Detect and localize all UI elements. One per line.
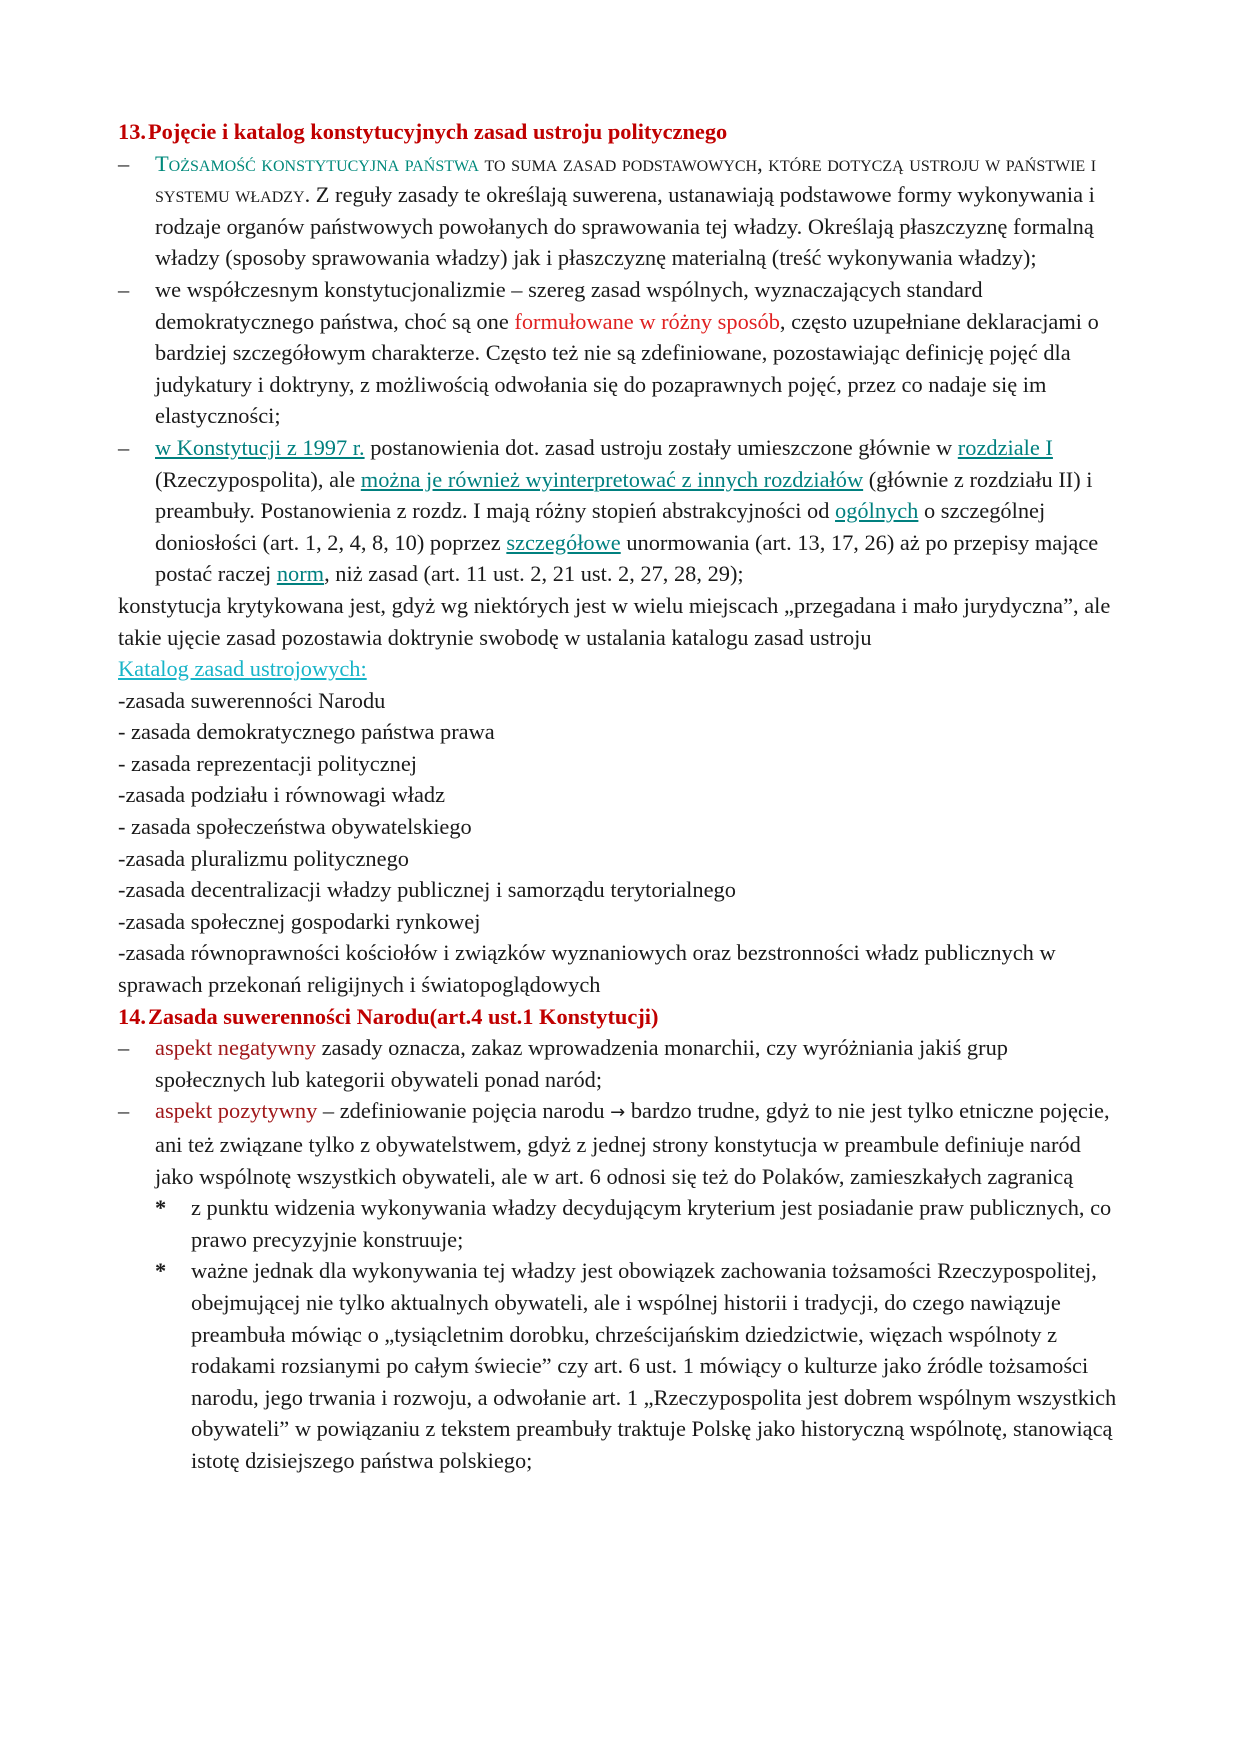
catalog-item: -zasada podziału i równowagi władz bbox=[118, 782, 446, 808]
sub-item-text: ważne jednak dla wykonywania tej władzy jest obowiązek zachowania tożsamości Rzeczypospolitej, obejmującej nie tylko aktualnych obywateli, ale i wspólnej historii i tradycji, do czego nawiązuje preambuła mówiąc o „tysiącletnim dorobku, chrześcijańskim dziedzictwie, więzach wspólnoty z rodakami rozsianymi po całym świecie” czy art. 6 ust. 1 mówiący o kulturze jako źródle tożsamości narodu, jego trwania i rozwoju, a odwołanie art. 1 „Rzeczypospolita jest dobrem wspólnym wszystkich obywateli” w powiązaniu z tekstem preambuły traktuje Polskę jako historyczną wspólnotę, stanowiącą istotę dzisiejszego państwa polskiego; bbox=[191, 1258, 1117, 1473]
item-text-b: , często uzupełniane deklaracjami o bardziej szczegółowym charakterze. Często też nie są zdefiniowane, pozostawiając definicję pojęć dla judykatury i doktryny, z możliwością odwołania się do pozaprawnych pojęć, przez co nadaje się im elastyczności; bbox=[155, 308, 1099, 429]
list-item-negative-aspect bbox=[118, 1032, 1124, 1095]
sub-item-identity bbox=[118, 1255, 1124, 1476]
link-detailed[interactable]: szczegółowe bbox=[506, 529, 621, 555]
dash-bullet: – bbox=[118, 1098, 130, 1124]
item-text: o szczególnej doniosłości (art. 1, 2, 4, 8, 10) poprzez bbox=[155, 498, 1046, 555]
link-constitution-1997[interactable]: w Konstytucji z 1997 r. bbox=[155, 434, 365, 460]
link-norms[interactable]: norm bbox=[276, 561, 325, 587]
sub-item-public-rights bbox=[118, 1192, 1124, 1255]
term-definition: to suma zasad podstawowych, które dotyczą ustroju w państwie i systemu władzy. bbox=[155, 150, 1097, 208]
catalog-item: - zasada społeczeństwa obywatelskiego bbox=[118, 814, 472, 840]
item-text-a: we współczesnym konstytucjonalizmie – szereg zasad wspólnych, wyznaczających standard demokratycznego państwa, choć są one bbox=[155, 276, 983, 334]
section-14-title: Zasada suwerenności Narodu(art.4 ust.1 Konstytucji) bbox=[148, 1003, 659, 1029]
list-item-modern-constitutionalism bbox=[118, 274, 1124, 432]
aspect-label: aspekt pozytywny bbox=[155, 1098, 318, 1124]
sub-item-text: z punktu widzenia wykonywania władzy decydującym kryterium jest posiadanie praw publicznych, co prawo precyzyjnie konstruuje; bbox=[191, 1195, 1112, 1252]
item-text: (głównie z rozdziału II) i preambuły. Postanowienia z rozdz. I mają różny stopień abstrakcyjności od bbox=[155, 466, 1093, 524]
asterisk-bullet: * bbox=[155, 1195, 167, 1221]
dash-bullet: – bbox=[118, 276, 130, 302]
dash-bullet: – bbox=[118, 1035, 130, 1061]
paragraph-criticism: konstytucja krytykowana jest, gdyż wg niektórych jest w wielu miejscach „przegadana i mało jurydyczna”, ale takie ujęcie zasad pozostawia doktrynie swobodę w ustalania katalogu zasad ustroju bbox=[118, 592, 1111, 650]
section-14-heading bbox=[118, 1001, 1124, 1033]
link-general[interactable]: ogólnych bbox=[835, 498, 919, 524]
item-text: zasady oznacza, zakaz wprowadzenia monarchii, czy wyróżniania jakiś grup społecznych lub kategorii obywateli ponad naród; bbox=[155, 1035, 1008, 1092]
catalog-title-link[interactable]: Katalog zasad ustrojowych: bbox=[118, 656, 367, 682]
catalog-item: -zasada społecznej gospodarki rynkowej bbox=[118, 908, 481, 934]
list-item-identity bbox=[118, 148, 1124, 274]
link-other-chapters[interactable]: można je również wyinterpretować z innych rozdziałów bbox=[360, 466, 864, 492]
catalog-item: -zasada równoprawności kościołów i związków wyznaniowych oraz bezstronności władz publicznych w sprawach przekonań religijnych i światopoglądowych bbox=[118, 940, 1056, 998]
catalog-item: - zasada demokratycznego państwa prawa bbox=[118, 719, 495, 745]
dash-bullet: – bbox=[118, 150, 130, 176]
item-text: Z reguły zasady te określają suwerena, ustanawiają podstawowe formy wykonywania i rodzaje organów państwowych powołanych do sprawowania tej władzy. Określają płaszczyznę formalną władzy (sposoby sprawowania władzy) jak i płaszczyznę materialną (treść wykonywania władzy); bbox=[155, 182, 1095, 271]
aspect-label: aspekt negatywny bbox=[155, 1035, 317, 1061]
list-item-constitution-1997 bbox=[118, 432, 1124, 590]
asterisk-bullet: * bbox=[155, 1258, 167, 1284]
section-14-number: 14. bbox=[118, 1003, 146, 1029]
item-text: unormowania (art. 13, 17, 26) aż po przepisy mające postać raczej bbox=[155, 529, 1099, 587]
right-arrow-icon: → bbox=[610, 1102, 626, 1124]
section-13-number: 13. bbox=[118, 119, 146, 144]
catalog-item: -zasada pluralizmu politycznego bbox=[118, 845, 409, 871]
item-text: , niż zasad (art. 11 ust. 2, 21 ust. 2, 27, 28, 29); bbox=[324, 561, 744, 587]
dash-bullet: – bbox=[118, 434, 130, 460]
catalog-item: - zasada reprezentacji politycznej bbox=[118, 750, 417, 776]
item-text: (Rzeczypospolita), ale bbox=[155, 466, 361, 492]
catalog-item: -zasada decentralizacji władzy publicznej i samorządu terytorialnego bbox=[118, 877, 736, 903]
item-text: postanowienia dot. zasad ustroju zostały umieszczone głównie w bbox=[364, 434, 958, 460]
item-text-a: – zdefiniowanie pojęcia narodu bbox=[317, 1098, 611, 1124]
list-item-positive-aspect bbox=[118, 1095, 1124, 1192]
section-13-heading bbox=[118, 116, 1124, 148]
term-identity: Tożsamość konstytucyjna państwa bbox=[155, 150, 479, 176]
section-13-title: Pojęcie i katalog konstytucyjnych zasad ustroju politycznego bbox=[148, 119, 728, 144]
highlight-text: formułowane w różny sposób bbox=[514, 308, 780, 334]
catalog-item: -zasada suwerenności Narodu bbox=[118, 687, 386, 713]
link-chapter-1[interactable]: rozdziale I bbox=[957, 434, 1053, 460]
item-text-b: bardzo trudne, gdyż to nie jest tylko etniczne pojęcie, ani też związane tylko z obywatelstwem, gdyż z jednej strony konstytucja w preambule definiuje naród jako wspólnotę wszystkich obywateli, ale w art. 6 odnosi się też do Polaków, zamieszkałych zagranicą bbox=[155, 1098, 1110, 1189]
